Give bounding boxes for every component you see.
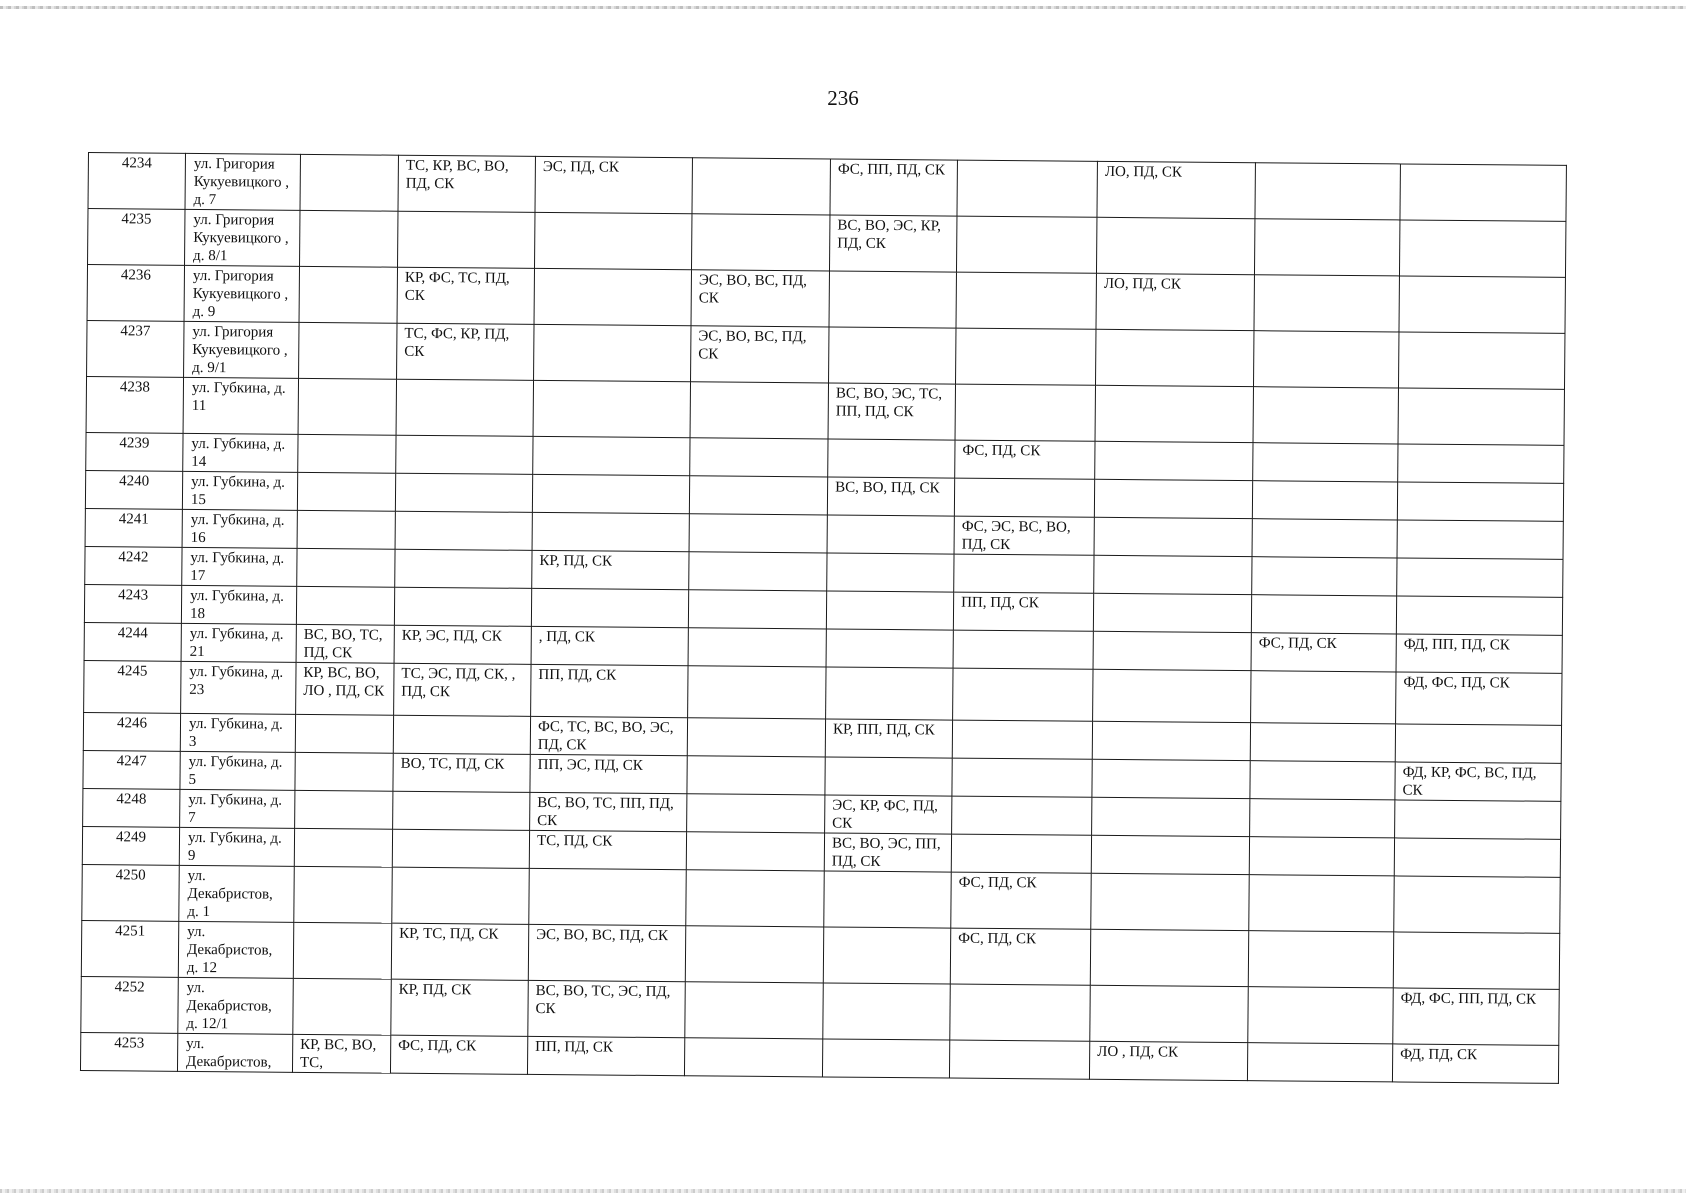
cell-col-11: ФД, ПД, СК bbox=[1392, 1044, 1558, 1083]
cell-address: ул. Григория Кукуевицкого , д. 8/1 bbox=[185, 209, 300, 266]
cell-row-number: 4250 bbox=[82, 864, 179, 921]
cell-col-6 bbox=[687, 794, 825, 833]
cell-col-8: ПП, ПД, СК bbox=[953, 592, 1093, 631]
cell-col-4 bbox=[393, 791, 530, 830]
cell-col-3 bbox=[297, 472, 395, 511]
cell-address: ул. Губкина, д. 21 bbox=[181, 623, 296, 662]
cell-row-number: 4251 bbox=[81, 920, 178, 977]
cell-address: ул. Декабристов, д. 1 bbox=[179, 865, 294, 922]
cell-col-9 bbox=[1093, 669, 1251, 722]
cell-col-8 bbox=[955, 384, 1095, 441]
cell-col-6 bbox=[691, 214, 829, 271]
cell-col-7: ВС, ВО, ЭС, КР, ПД, СК bbox=[829, 215, 956, 272]
cell-col-11 bbox=[1398, 332, 1564, 389]
cell-col-6 bbox=[685, 926, 823, 983]
cell-col-7: КР, ПП, ПД, СК bbox=[825, 719, 952, 758]
cell-col-3: КР, ВС, ВО, ЛО , ПД, СК bbox=[296, 662, 394, 715]
cell-col-7 bbox=[829, 271, 956, 328]
cell-row-number: 4253 bbox=[80, 1032, 177, 1071]
cell-col-6 bbox=[687, 718, 825, 757]
cell-col-6 bbox=[688, 628, 826, 667]
cell-row-number: 4234 bbox=[88, 153, 185, 210]
cell-col-9: ЛО, ПД, СК bbox=[1097, 161, 1255, 218]
cell-col-9 bbox=[1094, 479, 1252, 518]
cell-col-5: ЭС, ВО, ВС, ПД, СК bbox=[528, 924, 685, 981]
cell-col-5 bbox=[532, 512, 689, 551]
cell-col-6 bbox=[690, 438, 828, 477]
cell-col-5: ВС, ВО, ТС, ПП, ПД, СК bbox=[530, 792, 687, 831]
cell-col-10 bbox=[1252, 557, 1397, 596]
cell-col-9 bbox=[1092, 797, 1250, 836]
cell-col-5: , ПД, СК bbox=[531, 626, 688, 665]
cell-col-10 bbox=[1254, 275, 1399, 332]
cell-col-7: ЭС, КР, ФС, ПД, СК bbox=[825, 795, 952, 834]
cell-col-6 bbox=[689, 476, 827, 515]
cell-col-11 bbox=[1397, 482, 1563, 521]
cell-address: ул. Губкина, д. 17 bbox=[182, 547, 297, 586]
cell-col-11 bbox=[1395, 800, 1561, 839]
cell-col-8 bbox=[952, 758, 1092, 797]
cell-row-number: 4252 bbox=[81, 976, 178, 1033]
cell-col-10 bbox=[1254, 219, 1399, 276]
cell-col-3 bbox=[298, 434, 396, 473]
cell-col-11: ФД, ФС, ПД, СК bbox=[1396, 672, 1562, 725]
cell-col-6 bbox=[687, 756, 825, 795]
cell-col-7 bbox=[823, 927, 950, 984]
cell-col-8 bbox=[956, 328, 1096, 385]
cell-col-8 bbox=[954, 478, 1094, 517]
cell-address: ул. Губкина, д. 18 bbox=[181, 585, 296, 624]
cell-col-8 bbox=[956, 216, 1096, 273]
cell-row-number: 4241 bbox=[85, 508, 182, 547]
cell-address: ул. Губкина, д. 5 bbox=[180, 751, 295, 790]
cell-address: ул. Губкина, д. 3 bbox=[180, 713, 295, 752]
cell-col-3 bbox=[294, 828, 392, 867]
cell-col-11 bbox=[1398, 388, 1564, 445]
cell-row-number: 4247 bbox=[83, 750, 180, 789]
cell-col-4 bbox=[392, 867, 529, 924]
cell-col-11 bbox=[1394, 838, 1560, 877]
cell-col-10 bbox=[1253, 331, 1398, 388]
cell-address: ул. Губкина, д. 7 bbox=[180, 789, 295, 828]
cell-col-5 bbox=[533, 380, 690, 437]
cell-col-6: ЭС, ВО, ВС, ПД, СК bbox=[691, 326, 829, 383]
cell-col-9 bbox=[1094, 555, 1252, 594]
cell-col-11: ФД, КР, ФС, ВС, ПД, СК bbox=[1395, 762, 1561, 801]
cell-address: ул. Декабристов, bbox=[177, 1033, 292, 1072]
cell-col-10 bbox=[1252, 481, 1397, 520]
cell-col-7 bbox=[826, 629, 953, 668]
cell-address: ул. Декабристов, д. 12/1 bbox=[178, 977, 293, 1034]
cell-col-5: ПП, ПД, СК bbox=[531, 664, 688, 717]
cell-col-4 bbox=[393, 715, 530, 754]
cell-col-7 bbox=[827, 553, 954, 592]
cell-row-number: 4237 bbox=[87, 320, 184, 377]
cell-col-4 bbox=[396, 435, 533, 474]
cell-col-3 bbox=[293, 978, 391, 1035]
cell-col-6 bbox=[685, 982, 823, 1039]
cell-col-4: ТС, ЭС, ПД, СК, , ПД, СК bbox=[394, 663, 531, 716]
cell-col-8 bbox=[953, 630, 1093, 669]
cell-col-9 bbox=[1091, 873, 1249, 930]
cell-col-3 bbox=[297, 510, 395, 549]
cell-col-9 bbox=[1093, 631, 1251, 670]
cell-address: ул. Григория Кукуевицкого , д. 9/1 bbox=[184, 321, 299, 378]
cell-col-4: КР, ЭС, ПД, СК bbox=[394, 625, 531, 664]
cell-col-3 bbox=[300, 210, 398, 267]
cell-col-8 bbox=[954, 554, 1094, 593]
cell-col-10 bbox=[1248, 987, 1393, 1044]
cell-col-6 bbox=[684, 1038, 822, 1077]
cell-col-10 bbox=[1248, 931, 1393, 988]
cell-col-7: ВС, ВО, ЭС, ПП, ПД, СК bbox=[824, 833, 951, 872]
cell-col-9: ЛО, ПД, СК bbox=[1096, 273, 1254, 330]
cell-col-3 bbox=[298, 378, 396, 435]
cell-col-6 bbox=[689, 514, 827, 553]
cell-col-9 bbox=[1096, 329, 1254, 386]
cell-col-5: ПП, ПД, СК bbox=[527, 1036, 684, 1075]
cell-col-7 bbox=[823, 983, 950, 1040]
cell-col-11 bbox=[1393, 932, 1559, 989]
cell-col-8 bbox=[953, 668, 1093, 721]
cell-col-8 bbox=[956, 272, 1096, 329]
cell-row-number: 4249 bbox=[82, 826, 179, 865]
cell-col-11 bbox=[1397, 520, 1563, 559]
cell-col-11: ФД, ПП, ПД, СК bbox=[1396, 634, 1562, 673]
cell-row-number: 4244 bbox=[84, 622, 181, 661]
cell-col-4 bbox=[394, 587, 531, 626]
cell-col-10 bbox=[1247, 1043, 1392, 1082]
cell-col-8 bbox=[952, 796, 1092, 835]
cell-col-5: ТС, ПД, СК bbox=[529, 830, 686, 869]
cell-col-5 bbox=[535, 212, 692, 269]
cell-col-6: ЭС, ВО, ВС, ПД, СК bbox=[691, 270, 829, 327]
cell-address: ул. Губкина, д. 14 bbox=[183, 433, 298, 472]
cell-row-number: 4238 bbox=[86, 376, 183, 433]
cell-col-6 bbox=[690, 382, 828, 439]
cell-col-3 bbox=[295, 752, 393, 791]
cell-col-4 bbox=[392, 829, 529, 868]
cell-col-7 bbox=[826, 591, 953, 630]
cell-col-3: ВС, ВО, ТС, ПД, СК bbox=[296, 624, 394, 663]
cell-col-6 bbox=[689, 552, 827, 591]
cell-col-8 bbox=[952, 720, 1092, 759]
cell-col-8: ФС, ПД, СК bbox=[950, 928, 1090, 985]
cell-col-4 bbox=[395, 549, 532, 588]
cell-col-4: КР, ПД, СК bbox=[391, 979, 528, 1036]
cell-row-number: 4243 bbox=[84, 584, 181, 623]
scan-edge-bottom bbox=[0, 1189, 1686, 1193]
cell-col-7 bbox=[826, 667, 953, 720]
cell-col-10 bbox=[1255, 163, 1400, 220]
cell-col-4 bbox=[398, 211, 535, 268]
cell-row-number: 4240 bbox=[85, 470, 182, 509]
cell-col-11 bbox=[1394, 876, 1560, 933]
cell-col-8: ФС, ПД, СК bbox=[951, 872, 1091, 929]
cell-col-5 bbox=[533, 436, 690, 475]
cell-col-3 bbox=[296, 586, 394, 625]
table-body bbox=[80, 153, 1566, 1084]
cell-col-9 bbox=[1094, 517, 1252, 556]
cell-col-10 bbox=[1250, 761, 1395, 800]
cell-address: ул. Губкина, д. 16 bbox=[182, 509, 297, 548]
cell-col-9 bbox=[1090, 929, 1248, 986]
cell-col-3 bbox=[293, 922, 391, 979]
cell-col-11 bbox=[1395, 724, 1561, 763]
cell-col-10 bbox=[1249, 837, 1394, 876]
cell-row-number: 4246 bbox=[83, 712, 180, 751]
cell-col-7 bbox=[828, 439, 955, 478]
cell-col-8: ФС, ЭС, ВС, ВО, ПД, СК bbox=[954, 516, 1094, 555]
cell-col-9 bbox=[1092, 721, 1250, 760]
cell-col-3 bbox=[299, 266, 397, 323]
cell-col-5 bbox=[534, 324, 691, 381]
cell-col-10 bbox=[1250, 799, 1395, 838]
cell-address: ул. Декабристов, д. 12 bbox=[178, 921, 293, 978]
work-types-table bbox=[80, 152, 1567, 1084]
cell-col-7 bbox=[825, 757, 952, 796]
cell-address: ул. Григория Кукуевицкого , д. 7 bbox=[185, 153, 300, 210]
cell-row-number: 4248 bbox=[83, 788, 180, 827]
cell-col-8 bbox=[951, 834, 1091, 873]
cell-col-7: ФС, ПП, ПД, СК bbox=[830, 159, 957, 216]
cell-col-11 bbox=[1396, 596, 1562, 635]
cell-col-9 bbox=[1095, 441, 1253, 480]
cell-col-3: КР, ВС, ВО, ТС, bbox=[292, 1034, 390, 1073]
cell-col-11 bbox=[1399, 220, 1565, 277]
cell-col-7 bbox=[824, 871, 951, 928]
cell-col-10 bbox=[1250, 723, 1395, 762]
cell-row-number: 4236 bbox=[87, 265, 184, 322]
cell-col-8 bbox=[950, 984, 1090, 1041]
cell-col-5 bbox=[531, 588, 688, 627]
cell-col-3 bbox=[299, 322, 397, 379]
table-container bbox=[80, 152, 1567, 1084]
cell-col-3 bbox=[297, 548, 395, 587]
cell-col-5: КР, ПД, СК bbox=[532, 550, 689, 589]
cell-col-10 bbox=[1251, 671, 1396, 724]
scan-edge-top bbox=[0, 6, 1686, 9]
cell-col-6 bbox=[686, 832, 824, 871]
cell-col-7 bbox=[829, 327, 956, 384]
cell-col-9 bbox=[1096, 217, 1254, 274]
cell-col-9 bbox=[1095, 385, 1253, 442]
cell-address: ул. Григория Кукуевицкого , д. 9 bbox=[184, 265, 299, 322]
cell-col-4 bbox=[395, 473, 532, 512]
cell-col-6 bbox=[688, 666, 826, 719]
cell-col-5: ФС, ТС, ВС, ВО, ЭС, ПД, СК bbox=[530, 716, 687, 755]
cell-col-7: ВС, ВО, ПД, СК bbox=[827, 477, 954, 516]
cell-col-11 bbox=[1400, 164, 1566, 221]
cell-col-11 bbox=[1399, 276, 1565, 333]
cell-col-7: ВС, ВО, ЭС, ТС, ПП, ПД, СК bbox=[828, 383, 955, 440]
cell-col-5: ВС, ВО, ТС, ЭС, ПД, СК bbox=[528, 980, 685, 1037]
cell-col-9 bbox=[1090, 985, 1248, 1042]
cell-col-3 bbox=[295, 714, 393, 753]
cell-col-9 bbox=[1092, 759, 1250, 798]
cell-row-number: 4245 bbox=[84, 660, 181, 713]
cell-address: ул. Губкина, д. 11 bbox=[183, 377, 298, 434]
cell-col-7 bbox=[827, 515, 954, 554]
cell-address: ул. Губкина, д. 23 bbox=[181, 661, 296, 714]
cell-col-4: ВО, ТС, ПД, СК bbox=[393, 753, 530, 792]
cell-col-10: ФС, ПД, СК bbox=[1251, 633, 1396, 672]
cell-address: ул. Губкина, д. 15 bbox=[182, 471, 297, 510]
cell-row-number: 4235 bbox=[88, 209, 185, 266]
page-number: 236 bbox=[827, 86, 859, 110]
cell-col-3 bbox=[294, 866, 392, 923]
cell-col-3 bbox=[295, 790, 393, 829]
cell-col-11 bbox=[1397, 558, 1563, 597]
cell-col-9: ЛО , ПД, СК bbox=[1089, 1041, 1247, 1080]
cell-col-4: КР, ФС, ТС, ПД, СК bbox=[397, 267, 534, 324]
cell-col-8: ФС, ПД, СК bbox=[955, 440, 1095, 479]
cell-col-5 bbox=[529, 868, 686, 925]
cell-col-11: ФД, ФС, ПП, ПД, СК bbox=[1393, 988, 1559, 1045]
cell-col-9 bbox=[1093, 593, 1251, 632]
cell-col-4: ФС, ПД, СК bbox=[390, 1035, 527, 1074]
cell-col-4 bbox=[395, 511, 532, 550]
cell-col-7 bbox=[822, 1039, 949, 1078]
cell-col-10 bbox=[1253, 443, 1398, 482]
cell-col-11 bbox=[1398, 444, 1564, 483]
cell-col-8 bbox=[949, 1040, 1089, 1079]
cell-col-5 bbox=[534, 268, 691, 325]
cell-address: ул. Губкина, д. 9 bbox=[179, 827, 294, 866]
cell-col-6 bbox=[686, 870, 824, 927]
cell-col-5: ПП, ЭС, ПД, СК bbox=[530, 754, 687, 793]
cell-col-6 bbox=[688, 590, 826, 629]
cell-col-4: ТС, ФС, КР, ПД, СК bbox=[397, 323, 534, 380]
cell-col-10 bbox=[1252, 519, 1397, 558]
cell-col-10 bbox=[1253, 387, 1398, 444]
cell-col-5 bbox=[532, 474, 689, 513]
cell-row-number: 4239 bbox=[86, 432, 183, 471]
cell-col-4: КР, ТС, ПД, СК bbox=[391, 923, 528, 980]
cell-col-9 bbox=[1091, 835, 1249, 874]
cell-col-3 bbox=[300, 154, 398, 211]
cell-col-8 bbox=[957, 160, 1097, 217]
cell-row-number: 4242 bbox=[85, 546, 182, 585]
cell-col-4: ТС, КР, ВС, ВО, ПД, СК bbox=[398, 155, 535, 212]
cell-col-10 bbox=[1249, 875, 1394, 932]
cell-col-6 bbox=[692, 158, 830, 215]
cell-col-4 bbox=[396, 379, 533, 436]
cell-col-10 bbox=[1251, 595, 1396, 634]
cell-col-5: ЭС, ПД, СК bbox=[535, 156, 692, 213]
